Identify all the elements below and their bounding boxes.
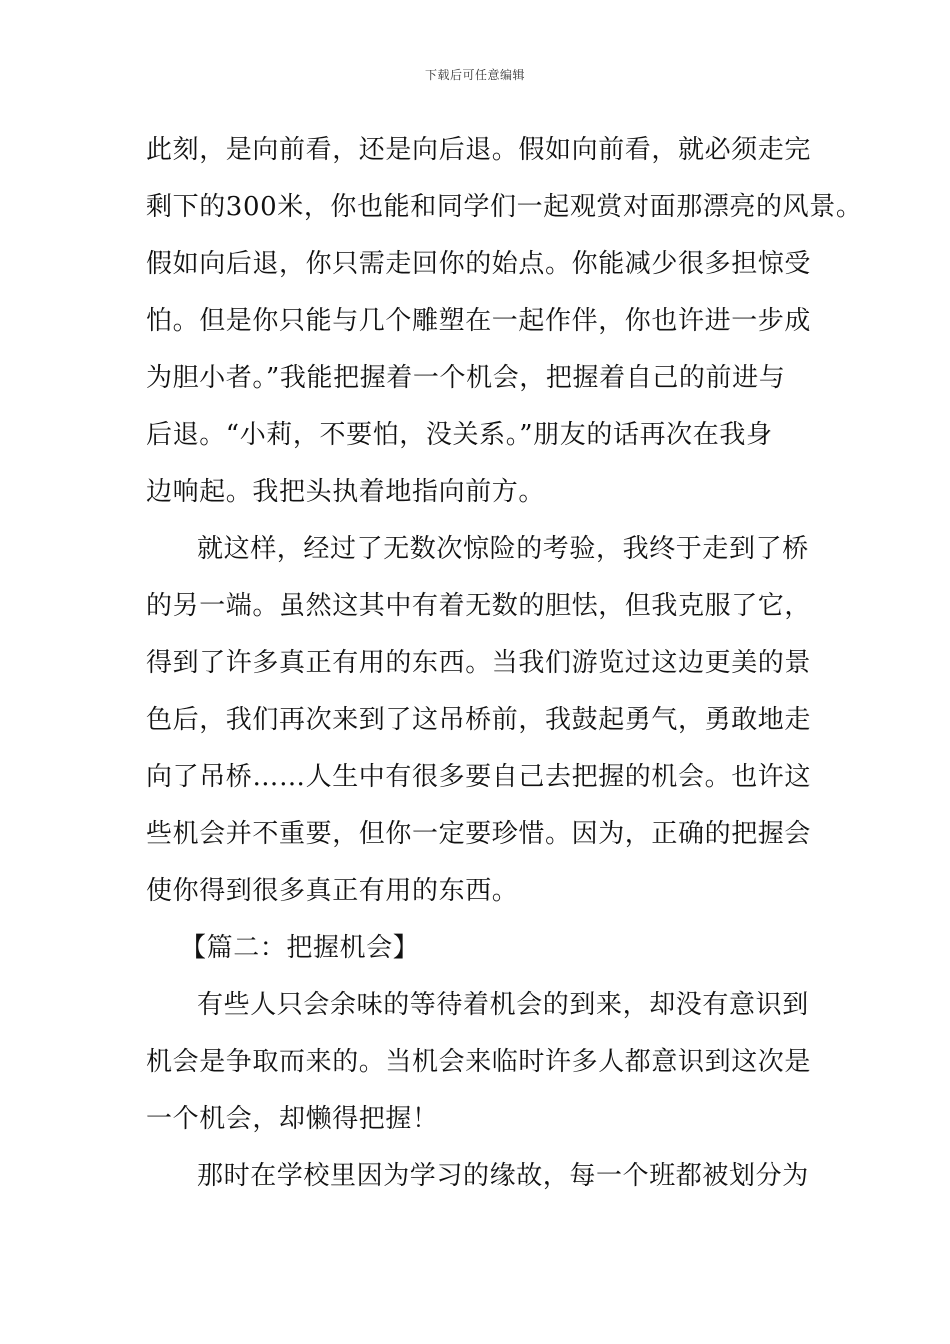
text-line: 为胆小者。”我能把握着一个机会，把握着自己的前进与	[146, 363, 786, 393]
text-line: 此刻，是向前看，还是向后退。假如向前看，就必须走完	[146, 135, 812, 165]
text-line: 得到了许多真正有用的东西。当我们游览过这边更美的景	[146, 648, 812, 678]
text-line: 些机会并不重要，但你一定要珍惜。因为，正确的把握会	[146, 819, 812, 849]
text-line: 那时在学校里因为学习的缘故，每一个班都被划分为	[197, 1161, 809, 1191]
text-line: 怕。但是你只能与几个雕塑在一起作伴，你也许进一步成	[146, 306, 812, 336]
text-line: 使你得到很多真正有用的东西。	[146, 876, 519, 906]
text-line: 色后，我们再次来到了这吊桥前，我鼓起勇气，勇敢地走	[146, 705, 812, 735]
text-line: 一个机会，却懒得把握！	[146, 1104, 439, 1134]
text-line: 的另一端。虽然这其中有着无数的胆怯，但我克服了它，	[146, 591, 812, 621]
text-line: 剩下的300米，你也能和同学们一起观赏对面那漂亮的风景。	[146, 192, 863, 222]
text-line: 就这样，经过了无数次惊险的考验，我终于走到了桥	[197, 534, 809, 564]
text-line: 假如向后退，你只需走回你的始点。你能减少很多担惊受	[146, 249, 812, 279]
text-line: 有些人只会余味的等待着机会的到来，却没有意识到	[197, 990, 809, 1020]
section-heading: 【篇二：把握机会】	[180, 933, 420, 963]
page-header: 下载后可任意编辑	[424, 68, 525, 82]
text-line: 机会是争取而来的。当机会来临时许多人都意识到这次是	[146, 1047, 812, 1077]
text-line: 向了吊桥……人生中有很多要自己去把握的机会。也许这	[146, 762, 812, 792]
text-line: 后退。“小莉，不要怕，没关系。”朋友的话再次在我身	[146, 420, 773, 450]
text-line: 边响起。我把头执着地指向前方。	[146, 477, 546, 507]
